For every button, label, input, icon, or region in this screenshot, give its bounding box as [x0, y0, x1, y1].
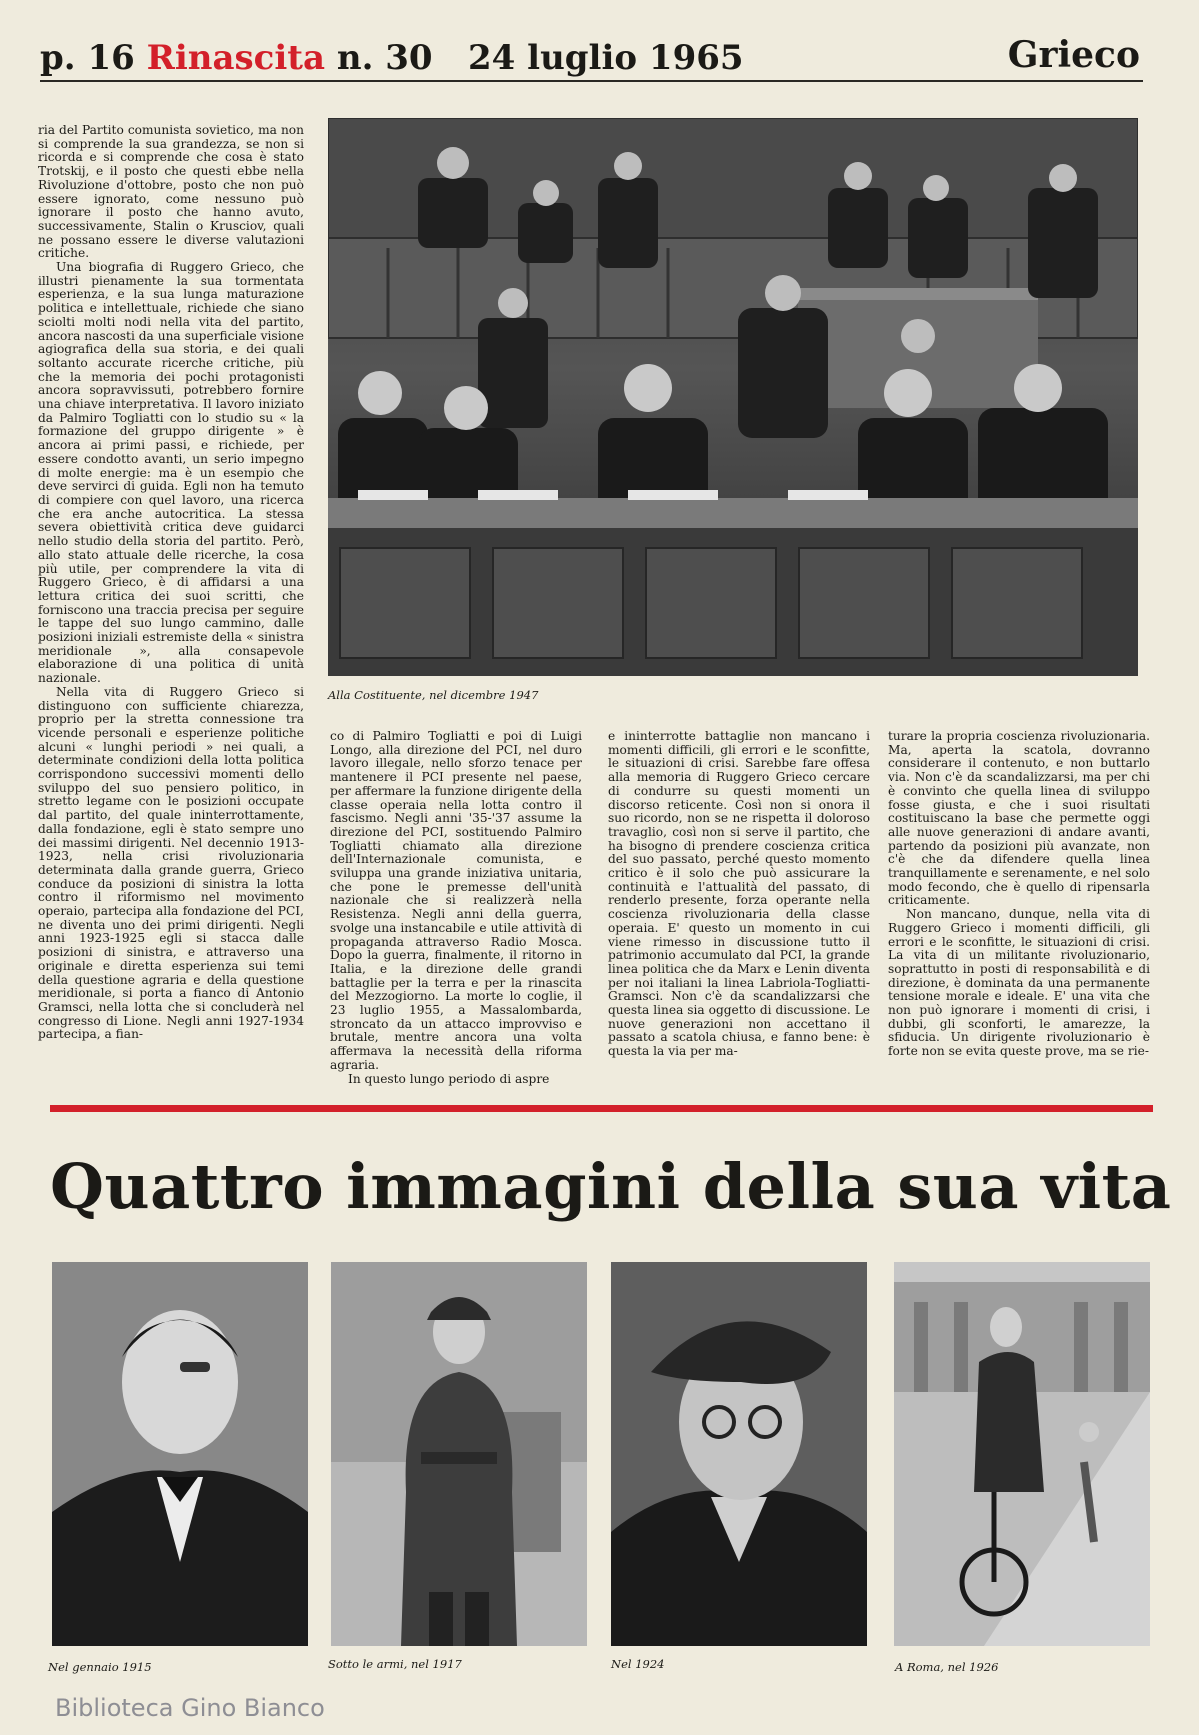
portrait-1924-photo [611, 1262, 867, 1646]
article-column-4 [888, 730, 1150, 1059]
library-watermark: Biblioteca Gino Bianco [55, 1694, 325, 1722]
header-rule [40, 80, 1143, 82]
paragraph: Non mancano, dunque, nella vita di Ruggero Grieco i momenti difficili, gli errori e le sconfitte, le situazioni di crisi. La vita di un militante rivoluzionario, soprattutto in posti di responsabilità e di direzione, è dominata da una permanente tensione morale e ideale. E' una vita che non può ignorare i momenti di crisi, i dubbi, gli sconforti, le amarezze, la sfiducia. Un dirigente rivoluzionario è forte non se evita queste prove, ma se rie- [888, 907, 1150, 1059]
soldier-1917-photo [331, 1262, 587, 1646]
paragraph: In questo lungo periodo di aspre [348, 1071, 550, 1086]
article-column-1 [38, 124, 304, 1042]
header-left [40, 38, 433, 78]
issue-number: n. 30 [336, 38, 433, 78]
article-topic: Grieco [1007, 34, 1140, 76]
photo-caption: Nel 1924 [611, 1657, 665, 1671]
photo-caption: Sotto le armi, nel 1917 [328, 1657, 462, 1671]
constituent-assembly-photo [328, 118, 1138, 676]
paragraph: Nella vita di Ruggero Grieco si distinguono con sufficiente chiarezza, proprio per la stretta connessione tra vicende personali e esperienze politiche alcuni « lunghi periodi » nei quali, a determinate condizioni della lotta politica corrispondono successivi momenti dello sviluppo del suo pensiero politico, in stretto legame con le posizioni occupate dal partito, del quale ininterrottamente, dalla fondazione, egli è stato sempre uno dei massimi dirigenti. Nel decennio 1913-1923, nella crisi rivoluzionaria determinata dalla grande guerra, Grieco conduce da posizioni di sinistra la lotta contro il riformismo nel movimento operaio, partecipa alla fondazione del PCI, ne diventa uno dei primi dirigenti. Negli anni 1923-1925 egli si stacca dalle posizioni di sinistra, e attraverso una originale e diretta esperienza sui temi della questione agraria e della questione meridionale, si porta a fianco di Antonio Gramsci, nella lotta che si concluderà nel congresso di Lione. Negli anni 1927-1934 partecipa, a fian- [38, 684, 304, 1042]
photo-caption: A Roma, nel 1926 [895, 1660, 999, 1674]
photo-caption: Nel gennaio 1915 [48, 1660, 152, 1674]
paragraph: Una biografia di Ruggero Grieco, che illustri pienamente la sua tormentata esperienza, e la sua lunga maturazione politica e intellettuale, richiede che siano sciolti molti nodi nella vita del partito, ancora nascosti da una superficiale visione agiografica della sua storia, e dei quali soltanto accurate ricerche critiche, più che la memoria dei pochi protagonisti ancora sopravvissuti, potrebbero fornire una chiave interpretativa. Il lavoro iniziato da Palmiro Togliatti con lo studio su « la formazione del gruppo dirigente » è ancora ai primi passi, e richiede, per essere condotto avanti, un serio impegno di molte energie: ma è un esempio che deve servirci di guida. Egli non ha temuto di compiere con quel lavoro, una ricerca che era anche autocritica. La stessa severa obiettività critica deve guidarci nello studio della storia del partito. Però, allo stato attuale delle ricerche, la cosa più utile, per comprendere la vita di Ruggero Grieco, è di affidarsi a una lettura critica dei suoi scritti, che forniscono una traccia precisa per seguire le tappe del suo lungo cammino, dalle posizioni iniziali estremiste della « sinistra meridionale », alla consapevole elaborazione di una politica di unità nazionale. [38, 260, 304, 686]
portrait-1915-photo [52, 1262, 308, 1646]
paragraph: turare la propria coscienza rivoluzionaria. Ma, aperta la scatola, dovranno considerare il contenuto, e non buttarlo via. Non c'è da scandalizzarsi, ma per chi è convinto che quella linea di sviluppo fosse giusta, e che i suoi risultati costituiscano la base che permette oggi alle nuove generazioni di andare avanti, partendo da posizioni più avanzate, non c'è che da difendere quella linea tranquillamente e serenamente, e nel solo modo fecondo, che è quello di ripensarla criticamente. [888, 729, 1150, 908]
gallery-title: Quattro immagini della sua vita [50, 1150, 1172, 1223]
page-number: p. 16 [40, 38, 135, 78]
paragraph: e ininterrotte battaglie non mancano i momenti difficili, gli errori e le sconfitte, le situazioni di crisi. Sarebbe fare offesa alla memoria di Ruggero Grieco cercare di condurre su questi momenti un discorso reticente. Così non si onora il suo ricordo, non se ne rispetta il doloroso travaglio, così non si serve il partito, che ha bisogno di prendere coscienza critica del suo passato, perché questo momento critico è il solo che può assicurare la continuità e l'attualità del passato, di renderlo presente, forza operante nella coscienza rivoluzionaria della classe operaia. E' questo un momento in cui viene rimesso in discussione tutto il patrimonio accumulato dal PCI, la grande linea politica che da Marx e Lenin diventa per noi italiani la linea Labriola-Togliatti-Gramsci. Non c'è da scandalizzarsi che questa linea sia oggetto di discussione. Le nuove generazioni non accettano il passato a scatola chiusa, e fanno bene: è questa la via per ma- [608, 729, 870, 1059]
rome-bicycle-1926-photo [894, 1262, 1150, 1646]
article-column-3 [608, 730, 870, 1059]
article-column-2 [330, 730, 582, 1086]
paragraph: co di Palmiro Togliatti e poi di Luigi Longo, alla direzione del PCI, nel duro lavoro illegale, nello sforzo tenace per mantenere il PCI presente nel paese, per affermare la funzione dirigente della classe operaia nella lotta contro il fascismo. Negli anni '35-'37 assume la direzione del PCI, sostituendo Palmiro Togliatti chiamato alla direzione dell'Internazionale comunista, e sviluppa una grande iniziativa unitaria, che pone le premesse dell'unità nazionale che si realizzerà nella Resistenza. Negli anni della guerra, svolge una instancabile e utile attività di propaganda attraverso Radio Mosca. Dopo la guerra, finalmente, il ritorno in Italia, e la direzione delle grandi battaglie per la terra e per la rinascita del Mezzogiorno. La morte lo coglie, il 23 luglio 1955, a Massalombarda, stroncato da un attacco improvviso e brutale, mentre ancora una volta affermava la necessità della riforma agraria. [330, 729, 582, 1072]
paragraph: ria del Partito comunista sovietico, ma non si comprende la sua grandezza, se non si ricorda e si comprende che cosa è stato Trotskij, e il posto che questi ebbe nella Rivoluzione d'ottobre, posto che non può essere ignorato, come nessuno può ignorare il posto che hanno avuto, successivamente, Stalin o Krusciov, quali ne possano essere le diverse valutazioni critiche. [38, 123, 304, 261]
issue-date: 24 luglio 1965 [468, 38, 744, 78]
magazine-name: Rinascita [146, 38, 326, 78]
section-divider [50, 1105, 1153, 1112]
main-photo-caption: Alla Costituente, nel dicembre 1947 [328, 688, 539, 702]
